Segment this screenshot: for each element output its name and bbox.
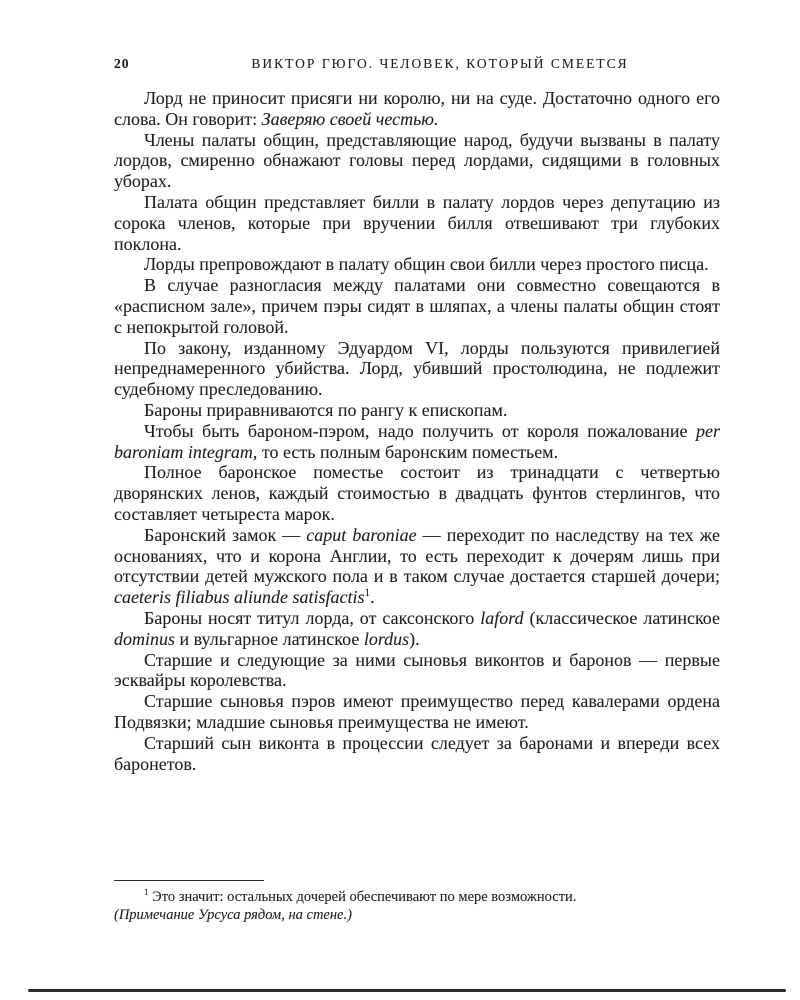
paragraph <box>114 254 720 275</box>
text-run: Лорд не приносит присяги ни королю, ни на суде. Достаточно одного его слова. Он говорит: <box>114 88 720 129</box>
italic-run: per baroniam integram <box>114 420 720 462</box>
paragraph <box>114 608 720 650</box>
text-run: Старший сын виконта в процессии следует за баронами и впереди всех баронетов. <box>114 732 720 774</box>
paragraph <box>114 421 720 463</box>
footnote-paragraph <box>114 888 720 906</box>
paragraph <box>114 462 720 524</box>
text-run: Бароны носят титул лорда, от саксонского <box>144 607 481 628</box>
text-run: Полное баронское поместье состоит из тринадцати с четвертью дворянских ленов, каждый стоимостью в двадцать фунтов стерлингов, что составляет четыреста марок. <box>114 462 720 524</box>
italic-run: Заверяю своей честью. <box>261 108 439 129</box>
footnote-ref: 1 <box>144 887 149 898</box>
italic-run: (Примечание Урсуса рядом, на стене.) <box>114 907 352 923</box>
paragraph <box>114 733 720 775</box>
page-number: 20 <box>114 56 130 71</box>
text-run: (классическое латинское <box>523 607 721 628</box>
text-run: Старшие и следующие за ними сыновья виконтов и баронов — первые эсквайры королевства. <box>114 649 720 691</box>
italic-run: dominus <box>114 628 176 649</box>
text-run: По закону, изданному Эдуардом VI, лорды пользуются привилегией непреднамеренного убийства. Лорд, убивший простолюдина, не подлежит судебному преследованию. <box>114 337 720 400</box>
paragraph <box>114 192 720 254</box>
text-run: ). <box>409 628 420 649</box>
text-run: — переходит по наследству на тех же основаниях, что и корона Англии, то есть переходит к дочерям лишь при отсутствии детей мужского пола и в таком случае достается старшей дочери; <box>114 524 720 587</box>
italic-run: lordus <box>363 628 410 649</box>
italic-run: laford <box>480 607 524 628</box>
scan-artifact-line <box>28 989 786 992</box>
text-run: Это значит: остальных дочерей обеспечивают по мере возможности. <box>148 889 577 905</box>
paragraph <box>114 525 720 608</box>
paragraph <box>114 650 720 692</box>
paragraph <box>114 130 720 192</box>
italic-run: caput baroniae <box>306 524 417 545</box>
paragraph <box>114 275 720 337</box>
paragraph <box>114 691 720 733</box>
text-run: Палата общин представляет билли в палату лордов через депутацию из сорока членов, которые при вручении билля отвешивают три глубоких поклона. <box>114 191 720 254</box>
paragraph <box>114 88 720 130</box>
footnote-paragraph <box>114 906 720 924</box>
footnote-ref: 1 <box>364 587 371 600</box>
paragraph <box>114 400 720 421</box>
text-run: Лорды препровождают в палату общин свои билли через простого писца. <box>144 254 709 275</box>
text-run: Бароны приравниваются по рангу к епископам. <box>144 399 508 420</box>
text-run: . <box>370 587 375 608</box>
footnote-rule <box>114 880 264 881</box>
text-run: Баронский замок — <box>144 524 307 545</box>
footnote-text <box>114 888 720 924</box>
text-run: Члены палаты общин, представляющие народ, будучи вызваны в палату лордов, смиренно обнажают головы перед лордами, сидящими в головных уборах. <box>114 129 720 192</box>
text-run: Старшие сыновья пэров имеют преимущество перед кавалерами ордена Подвязки; младшие сыновья преимущества не имеют. <box>114 691 720 732</box>
text-run: Чтобы быть бароном-пэром, надо получить от короля пожалование <box>144 420 696 441</box>
page-body <box>114 88 720 774</box>
text-run: и вульгарное латинское <box>175 628 364 649</box>
footnote <box>114 880 720 924</box>
running-title: ВИКТОР ГЮГО. ЧЕЛОВЕК, КОТОРЫЙ СМЕЕТСЯ <box>251 56 629 71</box>
italic-run: caeteris filiabus aliunde satisfactis <box>114 587 365 608</box>
text-run: В случае разногласия между палатами они совместно совещаются в «расписном зале», причем пэры сидят в шляпах, а члены палаты общин стоят с непокрытой головой. <box>114 275 720 337</box>
paragraph <box>114 338 720 400</box>
text-run: , то есть полным баронским поместьем. <box>252 441 559 462</box>
page-header <box>114 56 720 72</box>
